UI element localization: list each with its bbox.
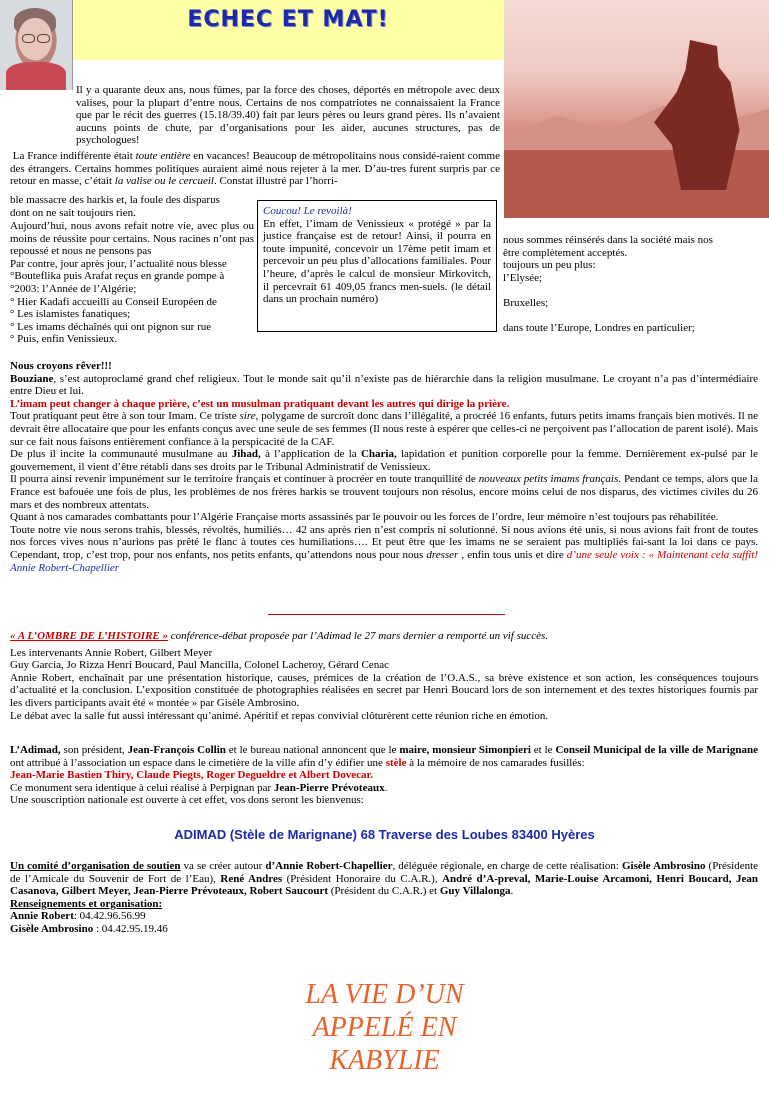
box-heading: Coucou! Le revoilà! <box>263 205 352 217</box>
conference-title: « A L’OMBRE DE L’HISTOIRE » <box>10 630 169 642</box>
portrait-photo <box>0 0 73 90</box>
main-body: Nous croyons rêver!!! Bouziane, s’est autoproclamé grand chef religieux. Tout le monde sait qu’il n’existe pas de hiérarchie dans la religion musulmane. Le croyant n’a pas d’intermédiaire entre Dieu et lui. L’imam peut changer à chaque prière, c’est un musulman pratiquant devant les autres qui dirige la prière. Tout pratiquant peut être à son tour Imam. Ce triste sire, polygame de surcroît donc dans l’illégalité, a procréé 16 enfants, futurs petits imams français bien motivés. Il ne devrait être allocataire que pour les enfants conçus avec une seule de ses femmes (Il nous reste à espérer que celles-ci ne perçoivent pas l’allocation de parent isolé). Mais sur ce fait nous faisons entièrement confiance à la perspicacité de la CAF. De plus il incite la communauté musulmane au Jihad, à l’application de la Charia, lapidation et punition corporelle pour la femme. Dernièrement ex-pulsé par le gouvernement, il vient d’être rétabli dans ses droits par le Tribunal Administratif de Venissieux. Il pourra ainsi revenir impunément sur le territoire français et continuer à procréer en toute tranquillité de nouveaux petits imams français. Pendant ce temps, alors que la France est bafouée une fois de plus, les problèmes de nos frères harkis se trouvent toujours non résolus, encore moins celui de nos disparus, des victimes civiles du 26 mars et des nombreux attentats. Quant à nos camarades combattants pour l’Algérie Française morts assassinés par le pouvoir ou les forces de l’ordre, leur mémoire n’est toujours pas réhabilitée. Toute notre vie nous serons trahis, blessés, révoltés, humiliés… 42 ans après rien n’est compris ni solutionné. Si nous avions été unis, si nous avions fait front de toutes nos forces vives nous n’aurions pas prêté le flanc à toutes ces humiliations…. Et peut être que les imams ne se seraient pas multipliés fai-sant la loi dans ce pays. Cependant, trop, c’est trop, pour nos enfants, nos petits enfants, qu’attendons nous pour nous dresser , enfin tous unis et dire d’une seule voix : « Maintenant cela suffit! Annie Robert-Chapellier <box>10 360 759 574</box>
separator-line <box>268 614 505 615</box>
conference-section: « A L’OMBRE DE L’HISTOIRE » conférence-débat proposée par l’Adimad le 27 mars dernier a remporté un vif succès. Les intervenants Annie Robert, Gilbert Meyer Guy Garcia, Jo Rizza Henri Boucard, Paul Mancilla, Colonel Lacheroy, Gérard Cenac Annie Robert, enchaînait par une présentation historique, causes, prémices de la création de l’O.A.S., sa brève existence et son action, les conséquences toujours d’actualité et la conclusion. L’exposition constituée de photographies réalisées en secret par Henri Boucard lors de son internement et des textes historiques fournis par les divers participants avait été « montée » par Gisèle Ambrosino. Le débat avec la salle fut aussi intéressant qu’animé. Apéritif et repas convivial clôturèrent cette réunion riche en émotion. <box>10 630 758 722</box>
intro-right-column: nous sommes réinsérés dans la société mais nos être complètement acceptés. toujours un peu plus: l’Elysée; Bruxelles; dans toute l’Europe, Londres en particulier; <box>503 234 713 335</box>
adimad-address: ADIMAD (Stèle de Marignane) 68 Traverse des Loubes 83400 Hyères <box>174 827 595 842</box>
bottom-title: LA VIE D’UN APPELÉ EN KABYLIE <box>305 979 464 1076</box>
intro-paragraph-2-end: ble massacre des harkis et, la foule des disparus dont on ne sait toujours rien. <box>10 194 220 219</box>
soldier-photo <box>504 0 769 218</box>
adimad-section: L’Adimad, son président, Jean-François Collin et le bureau national annoncent que le maire, monsieur Simonpieri et le Conseil Municipal de la ville de Marignane ont attribué à l’association un espace dans le cimetière de la ville afin d’y édifier une stèle à la mémoire de nos camarades fusillés: Jean-Marie Bastien Thiry, Claude Piegts, Roger Degueldre et Albert Dovecar. Ce monument sera identique à celui réalisé à Perpignan par Jean-Pierre Prévoteaux. Une souscription nationale est ouverte à cet effet, vos dons seront les bienvenus: <box>10 744 758 807</box>
intro-first-lines <box>76 84 500 147</box>
imam-red-line: L’imam peut changer à chaque prière, c’est un musulman pratiquant devant les autres qui dirige la prière. <box>10 397 510 410</box>
page-title: ECHEC ET MAT! <box>187 7 389 32</box>
intro-paragraph-2: La France indifférente était toute entière en vacances! Beaucoup de métropolitains nous considé-raient comme des étrangers. Certains hommes politiques auraient aimé nous rejeter à la mer. D’au-tres furent surpris par ce retour en masse, c’était la valise ou le cercueil. Constat illustré par l’horri- <box>10 150 500 188</box>
intro-left-column: Aujourd’hui, nous avons refait notre vie, avec plus ou moins de réussite pour certains. Nous racines n’ont pas repoussé et nous ne pensons pas Par contre, jour après jour, l’actualité nous blesse °Bouteflika puis Arafat reçus en grande pompe à °2003: l’Année de l’Algérie; ° Hier Kadafi accueilli au Conseil Européen de ° Les islamistes fanatiques; ° Les imams déchaînés qui ont pignon sur rue ° Puis, enfin Venissieux. <box>10 220 254 346</box>
nous-croyons: Nous croyons rêver!!! <box>10 360 112 372</box>
signature: Annie Robert-Chapellier <box>10 561 120 574</box>
box-text: En effet, l’imam de Venissieux « protégé » par la justice française est de retour! Ainsi, il pourra en toute impunité, concevoir un 17ème petit imam et percevoir un peu plus d’allocations familiales. Pour l’heure, d’après le calcul de monsieur Mirkovitch, il percevrait 61 409,05 francs men-suels. (le détail dans un prochain numéro) <box>263 217 491 306</box>
intro-paragraph-1: Il y a quarante deux ans, nous fûmes, par la force des choses, déportés en métropole avec deux valises, pour la plupart d’entre nous. Certains de nos compatriotes ne connaissaient la France que par le récit des guerres (15.18/39.40) fait par leurs pères ou leurs grand pères. Ils n’avaient aucuns points de chute, par d’organisations pour les aider, aucunes structures, pas de psychologues! <box>76 84 500 147</box>
comite-section: Un comité d’organisation de soutien va se créer autour d’Annie Robert-Chapellier, déléguée régionale, en charge de cette réalisation: Gisèle Ambrosino (Présidente de l’Amicale du Souvenir de Fort de l’Eau), René Andres (Président Honoraire du C.A.R.), André d’A-preval, Marie-Louise Arcamoni, Henri Boucard, Jean Casanova, Gilbert Meyer, Jean-Pierre Prévoteaux, Robert Saucourt (Président du C.A.R.) et Guy Villalonga. Renseignements et organisation: Annie Robert: 04.42.96.56.99 Gisèle Ambrosino : 04.42.95.19.46 <box>10 860 759 935</box>
executed-names: Jean-Marie Bastien Thiry, Claude Piegts, Roger Degueldre et Albert Dovecar. <box>10 769 374 782</box>
title-banner <box>73 0 503 60</box>
coucou-box <box>257 200 497 332</box>
